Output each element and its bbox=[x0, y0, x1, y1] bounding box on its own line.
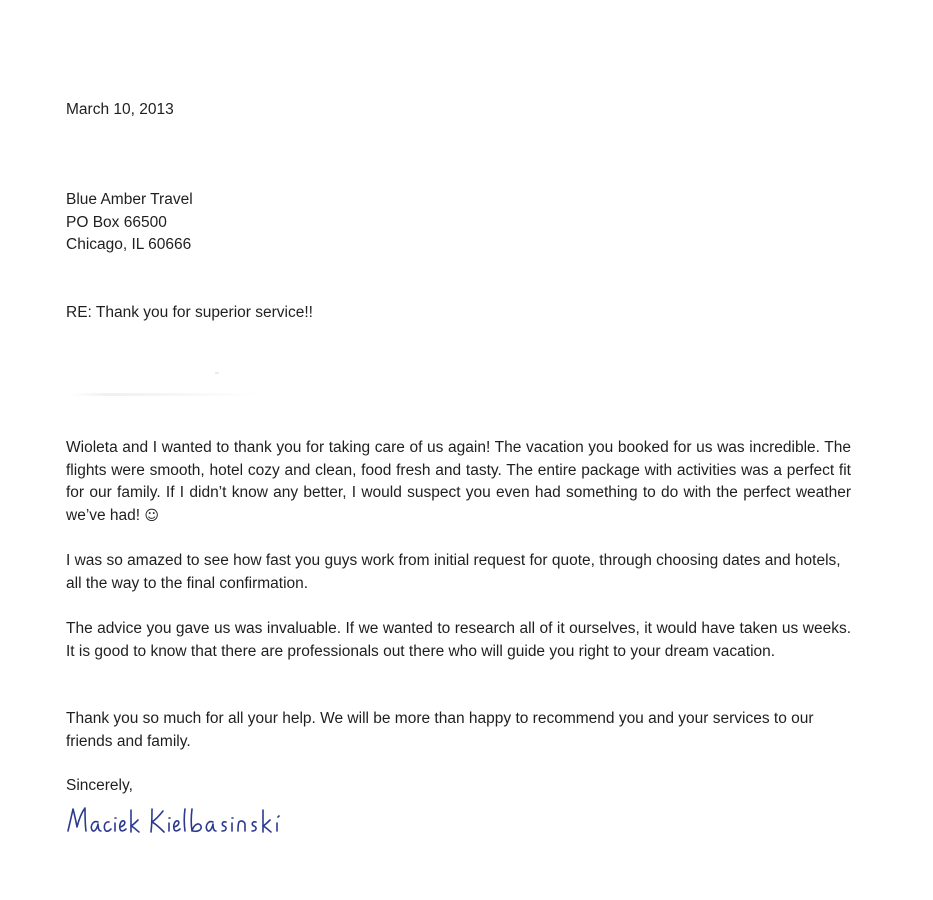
scan-artifact-dot bbox=[215, 372, 219, 374]
subject-line: RE: Thank you for superior service!! bbox=[66, 304, 313, 321]
body-paragraph-2: I was so amazed to see how fast you guys work from initial request for quote, through choosing dates and hotels, all the way to the final confirmation. bbox=[66, 552, 841, 592]
scan-artifact bbox=[70, 393, 260, 396]
handwritten-signature bbox=[64, 800, 304, 842]
recipient-city: Chicago, IL 60666 bbox=[66, 236, 192, 253]
letter-date: March 10, 2013 bbox=[66, 101, 174, 118]
body-paragraph-3: The advice you gave us was invaluable. If we wanted to research all of it ourselves, it would have taken us weeks. It is good to know that there are professionals out there who will guide you right to your dream vacation. bbox=[66, 620, 851, 660]
recipient-name: Blue Amber Travel bbox=[66, 191, 193, 208]
smiley-icon: ☺ bbox=[144, 507, 160, 524]
recipient-address bbox=[66, 189, 193, 257]
body-paragraph-1 bbox=[66, 437, 851, 527]
body-paragraph-1-text: Wioleta and I wanted to thank you for taking care of us again! The vacation you booked for us was incredible. The flights were smooth, hotel cozy and clean, food fresh and tasty. The entire package with activities was a perfect fit for our family. If I didn’t know any better, I would suspect you even had something to do with the perfect weather we’ve had! bbox=[66, 439, 851, 524]
body-paragraph-4: Thank you so much for all your help. We will be more than happy to recommend you and your services to our friends and family. bbox=[66, 710, 814, 750]
recipient-po-box: PO Box 66500 bbox=[66, 213, 167, 231]
closing: Sincerely, bbox=[66, 777, 133, 794]
